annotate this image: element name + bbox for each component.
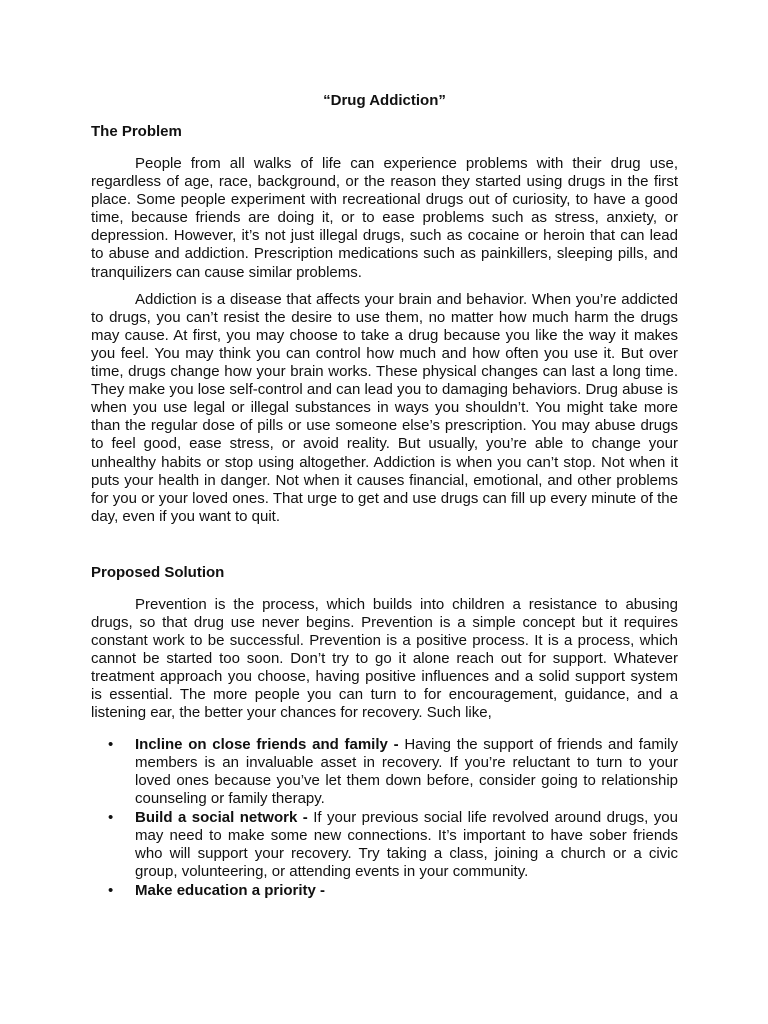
bullet-lead: Make education a priority - [135,882,326,900]
bullet-item-friends-family [91,736,678,808]
solution-paragraph: Prevention is the process, which builds into children a resistance to abusing drugs, so that drug use never begins. Prevention is a simple concept but it requires constant work to be successful. Prevention is a positive process. It is a process, which cannot be started too soon. Don’t try to go it alone reach out for support. Whatever treatment approach you choose, having positive influences and a solid support system is essential. The more people you can turn to for encouragement, guidance, and a listening ear, the better your chances for recovery. Such like, [91,595,678,722]
bullet-dot-icon: • [108,882,114,900]
bullet-dot-icon: • [108,808,114,826]
bullet-lead: Build a social network - [135,808,314,826]
problem-paragraph-2: Addiction is a disease that affects your brain and behavior. When you’re addicted to drugs, you can’t resist the desire to use them, no matter how much harm the drugs may cause. At first, you may choose to take a drug because you like the way it makes you feel. You may think you can control how much and how often you use it. But over time, drugs change how your brain works. These physical changes can last a long time. They make you lose self-control and can lead you to damaging behaviors. Drug abuse is when you use legal or illegal substances in ways you shouldn’t. You might take more than the regular dose of pills or use someone else’s prescription. You may abuse drugs to feel good, ease stress, or avoid reality. But usually, you’re able to change your unhealthy habits or stop using altogether. Addiction is when you can’t stop. Not when it puts your health in danger. Not when it causes financial, emotional, and other problems for you or your loved ones. That urge to get and use drugs can fill up every minute of the day, even if you want to quit. [91,290,678,525]
bullet-text: If your previous social life revolved around drugs, you may need to make some new connections. It’s important to have sober friends who will support your recovery. Try taking a class, joining a church or a civic group, volunteering, or attending events in your community. [135,808,678,881]
section-heading-problem: The Problem [91,123,182,140]
bullet-item-education [91,882,678,900]
section-heading-solution: Proposed Solution [91,563,225,581]
document-page [91,92,678,901]
bullet-item-social-network [91,809,678,881]
document-title: “Drug Addiction” [323,92,446,109]
bullet-dot-icon: • [108,735,114,753]
problem-paragraph-1: People from all walks of life can experience problems with their drug use, regardless of age, race, background, or the reason they started using drugs in the first place. Some people experiment with recreational drugs out of curiosity, to have a good time, because friends are doing it, or to ease problems such as stress, anxiety, or depression. However, it’s not just illegal drugs, such as cocaine or heroin that can lead to abuse and addiction. Prescription medications such as painkillers, sleeping pills, and tranquilizers can cause similar problems. [91,155,678,281]
solution-bullet-list [91,736,678,901]
bullet-lead: Incline on close friends and family - [135,735,405,753]
bullet-text: Having the support of friends and family members is an invaluable asset in recovery. If you’re reluctant to turn to your loved ones because you’ve let them down before, consider going to relationship counseling or family therapy. [135,735,678,807]
